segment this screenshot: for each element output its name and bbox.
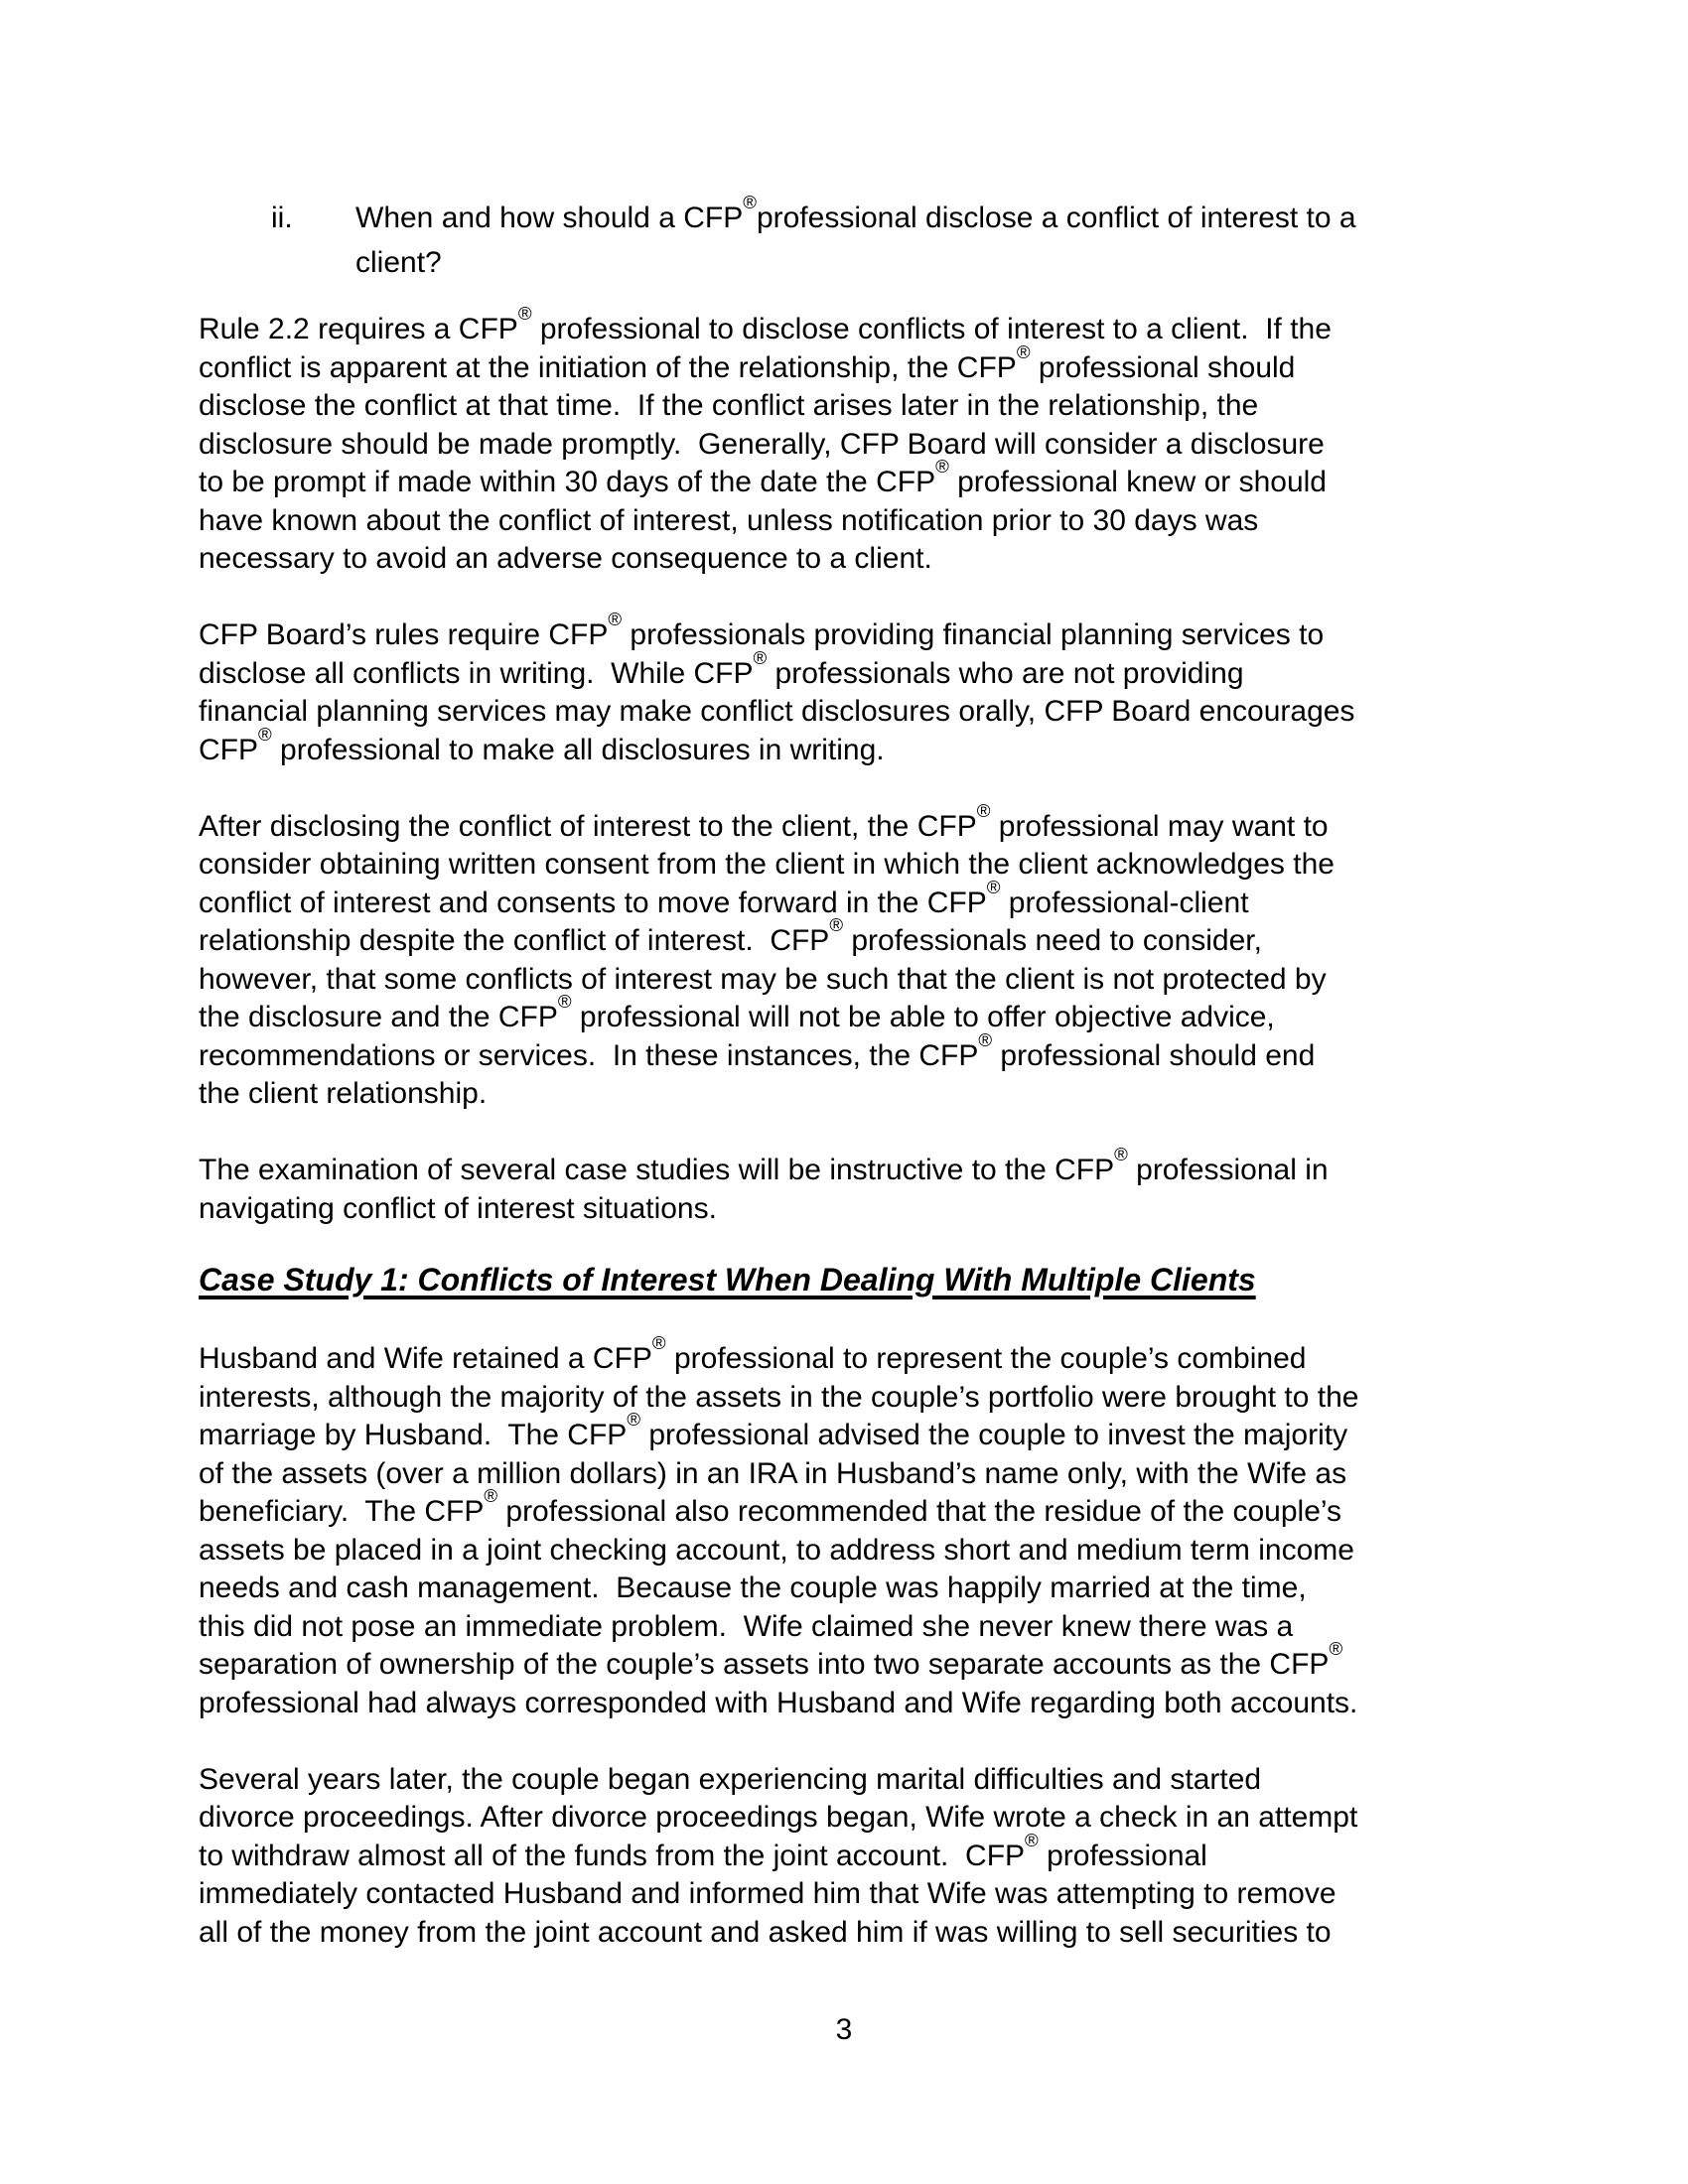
text-line: assets be placed in a joint checking account, to address short and medium term income (199, 1533, 1354, 1567)
text-line: financial planning services may make conflict disclosures orally, CFP Board encourages (199, 695, 1355, 728)
text-line: this did not pose an immediate problem. Wife claimed she never knew there was a (199, 1609, 1294, 1643)
paragraph (199, 609, 1499, 769)
paragraph (199, 799, 1499, 1114)
list-marker: ii. (271, 202, 293, 234)
text-line: recommendations or services. In these instances, the CFP® professional should end (199, 1028, 1316, 1072)
text-line: disclose all conflicts in writing. While CFP® professionals who are not providing (199, 646, 1244, 690)
registered-trademark-icon: ® (484, 1485, 498, 1507)
text-line: have known about the conflict of interest, unless notification prior to 30 days was (199, 503, 1259, 537)
text-line: divorce proceedings. After divorce proceedings began, Wife wrote a check in an attempt (199, 1801, 1358, 1834)
text-line: necessary to avoid an adverse consequence to a client. (199, 542, 932, 575)
paragraph (199, 1332, 1499, 1722)
text-line: Rule 2.2 requires a CFP® professional to disclose conflicts of interest to a client. If the (199, 303, 1332, 345)
registered-trademark-icon: ® (1114, 1144, 1128, 1165)
text-line: When and how should a CFP®professional disclose a conflict of interest to a (355, 192, 1356, 234)
text-line: separation of ownership of the couple’s assets into two separate accounts as the CFP® (199, 1638, 1343, 1681)
paragraph (199, 1144, 1499, 1228)
text-line: immediately contacted Husband and informed him that Wife was attempting to remove (199, 1877, 1336, 1910)
registered-trademark-icon: ® (608, 609, 623, 630)
text-line: professional had always corresponded with Husband and Wife regarding both accounts. (199, 1686, 1358, 1719)
text-line: disclosure should be made promptly. Generally, CFP Board will consider a disclosure (199, 427, 1325, 461)
text-line: conflict of interest and consents to move forward in the CFP® professional-client (199, 876, 1249, 919)
text-line: After disclosing the conflict of interest to the client, the CFP® professional may want to (199, 799, 1329, 843)
text-line: navigating conflict of interest situations. (199, 1191, 717, 1225)
text-line: CFP Board’s rules require CFP® professionals providing financial planning services to (199, 609, 1325, 651)
registered-trademark-icon: ® (627, 1409, 641, 1431)
paragraph (199, 303, 1499, 579)
registered-trademark-icon: ® (976, 799, 991, 821)
text-line: however, that some conflicts of interest may be such that the client is not protected by (199, 962, 1327, 996)
registered-trademark-icon: ® (651, 1332, 666, 1354)
registered-trademark-icon: ® (517, 303, 532, 325)
text-line: Several years later, the couple began experiencing marital difficulties and started (199, 1762, 1262, 1796)
text-line: interests, although the majority of the assets in the couple’s portfolio were brought to the (199, 1380, 1359, 1414)
paragraph (199, 1761, 1499, 1953)
text-line: to withdraw almost all of the funds from the joint account. CFP® professional (199, 1829, 1207, 1872)
case-study-heading (199, 1258, 1499, 1302)
text-line: relationship despite the conflict of interest. CFP® professionals need to consider, (199, 914, 1262, 957)
text-line: to be prompt if made within 30 days of the date the CFP® professional knew or should (199, 456, 1327, 498)
text-line: client? (355, 246, 442, 279)
registered-trademark-icon: ® (743, 192, 757, 213)
text-line: Case Study 1: Conflicts of Interest When Dealing With Multiple Clients (199, 1261, 1256, 1297)
text-line: disclose the conflict at that time. If the conflict arises later in the relationship, the (199, 389, 1259, 422)
text-line: all of the money from the joint account and asked him if was willing to sell securities to (199, 1915, 1332, 1949)
list-item-text (355, 192, 1356, 285)
text-line: consider obtaining written consent from the client in which the client acknowledges the (199, 848, 1335, 881)
document-content (199, 192, 1499, 1990)
text-line: the client relationship. (199, 1077, 488, 1110)
text-line: The examination of several case studies will be instructive to the CFP® professional in (199, 1144, 1329, 1186)
registered-trademark-icon: ® (986, 876, 1001, 897)
text-line: the disclosure and the CFP® professional will not be able to offer objective advice, (199, 991, 1275, 1033)
registered-trademark-icon: ® (978, 1028, 993, 1050)
registered-trademark-icon: ® (1329, 1638, 1343, 1660)
registered-trademark-icon: ® (1016, 341, 1031, 362)
text-line: marriage by Husband. The CFP® professional advised the couple to invest the majority (199, 1409, 1348, 1451)
text-line: needs and cash management. Because the couple was happily married at the time, (199, 1571, 1307, 1604)
registered-trademark-icon: ® (258, 723, 272, 745)
text-line: beneficiary. The CFP® professional also recommended that the residue of the couple’s (199, 1485, 1342, 1528)
registered-trademark-icon: ® (935, 456, 949, 478)
text-line: conflict is apparent at the initiation of the relationship, the CFP® professional should (199, 341, 1296, 384)
text-line: of the assets (over a million dollars) in an IRA in Husband’s name only, with the Wife as (199, 1456, 1347, 1490)
text-line: CFP® professional to make all disclosures in writing. (199, 723, 885, 766)
registered-trademark-icon: ® (753, 646, 768, 668)
registered-trademark-icon: ® (557, 991, 572, 1013)
registered-trademark-icon: ® (829, 914, 844, 936)
registered-trademark-icon: ® (1025, 1829, 1039, 1850)
text-line: Husband and Wife retained a CFP® professional to represent the couple’s combined (199, 1332, 1307, 1375)
question-list-item (199, 192, 1499, 285)
page-number: 3 (835, 2013, 853, 2046)
